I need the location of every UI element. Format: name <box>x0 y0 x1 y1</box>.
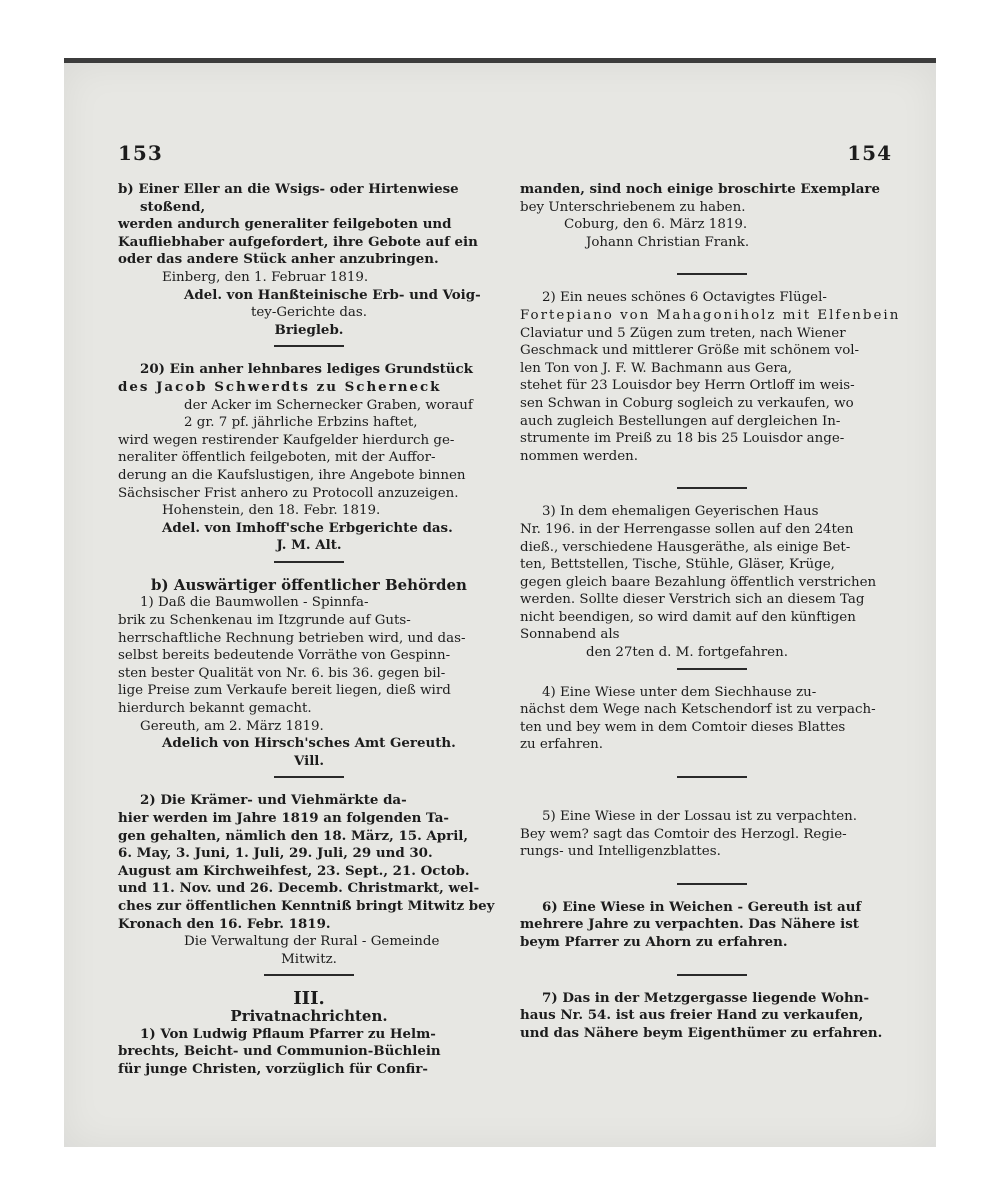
notice-p5-lossau <box>520 808 904 861</box>
notice-b-einberg <box>118 181 500 339</box>
right-column <box>520 181 904 1042</box>
text-line: 7) Das in der Metzgergasse liegende Wohn- <box>542 989 870 1006</box>
text-line: mehrere Jahre zu verpachten. Das Nähere ist <box>520 916 859 933</box>
divider-rule <box>677 273 747 275</box>
text-line: bey Unterschriebenem zu haben. <box>520 199 746 215</box>
notice-p6-weichen-gereuth <box>520 899 904 952</box>
text-line: brechts, Beicht- und Communion-Büchlein <box>118 1043 441 1060</box>
text-line: Bey wem? sagt das Comtoir des Herzogl. Regie- <box>520 826 847 842</box>
spacer <box>520 861 904 877</box>
notice-b1-gereuth <box>118 594 500 770</box>
text-line: dieß., verschiedene Hausgeräthe, als einige Bet- <box>520 539 851 555</box>
text-line: b) Einer Eller an die Wsigs- oder Hirtenwiese <box>118 181 459 197</box>
spacer <box>520 754 904 770</box>
text-line: Fortepiano von Mahagoniholz mit Elfenbein <box>520 307 901 323</box>
text-line: Gereuth, am 2. März 1819. <box>140 718 324 734</box>
text-line: sten bester Qualität von Nr. 6. bis 36. gegen bil- <box>118 665 446 681</box>
spacer <box>520 251 904 267</box>
text-line: nicht beendigen, so wird damit auf den künftigen <box>520 609 856 625</box>
notice-p4-wiese <box>520 684 904 754</box>
left-column <box>118 181 500 1078</box>
text-line: 2) Die Krämer- und Viehmärkte da- <box>140 792 407 809</box>
text-line: für junge Christen, vorzüglich für Confir- <box>118 1060 428 1077</box>
text-line: 3) In dem ehemaligen Geyerischen Haus <box>542 504 819 520</box>
newspaper-page <box>64 58 936 1147</box>
text-line: 2) Ein neues schönes 6 Octavigtes Flügel- <box>542 290 827 306</box>
signature: Johann Christian Frank. <box>586 234 750 250</box>
text-line: herrschaftliche Rechnung betrieben wird, und das- <box>118 630 466 646</box>
text-line: selbst bereits bedeutende Vorräthe von Gespinn- <box>118 648 451 664</box>
text-line: des Jacob Schwerdts zu Scherneck <box>118 378 442 395</box>
section-numeral: III. <box>293 988 325 1010</box>
text-line: stoßend, <box>140 198 206 215</box>
notice-20-hohenstein <box>118 361 500 555</box>
text-line: hier werden im Jahre 1819 an folgenden Ta- <box>118 810 449 826</box>
text-line: und 11. Nov. und 26. Decemb. Christmarkt, wel- <box>118 880 480 897</box>
spacer <box>520 952 904 968</box>
text-line: auch zugleich Bestellungen auf dergleichen In- <box>520 413 841 429</box>
signature: Vill. <box>293 752 325 769</box>
text-line: und das Nähere beym Eigenthümer zu erfahren. <box>520 1024 883 1041</box>
text-line: ten, Bettstellen, Tische, Stühle, Gläser, Krüge, <box>520 557 835 573</box>
text-line: Kronach den 16. Febr. 1819. <box>118 915 331 932</box>
text-line: Kaufliebhaber aufgefordert, ihre Gebote auf ein <box>118 233 478 250</box>
divider-rule <box>274 345 344 347</box>
text-line: 6) Eine Wiese in Weichen - Gereuth ist auf <box>542 898 862 915</box>
text-line: gen gehalten, nämlich den 18. März, 15. April, <box>118 827 469 844</box>
text-line: 1) Von Ludwig Pflaum Pfarrer zu Helm- <box>140 1025 436 1042</box>
divider-rule <box>274 776 344 778</box>
text-line: 5) Eine Wiese in der Lossau ist zu verpachten. <box>542 809 858 825</box>
spacer <box>520 465 904 481</box>
text-line: August am Kirchweihfest, 23. Sept., 21. Octob. <box>118 862 470 879</box>
text-line: nächst dem Wege nach Ketschendorf ist zu verpach- <box>520 702 876 718</box>
text-line: der Acker im Schernecker Graben, worauf <box>184 397 473 413</box>
text-line: 4) Eine Wiese unter dem Siechhause zu- <box>542 684 817 700</box>
text-line: 1) Daß die Baumwollen - Spinnfa- <box>140 595 369 611</box>
text-line: oder das andere Stück anher anzubringen. <box>118 251 439 268</box>
text-line: Claviatur und 5 Zügen zum treten, nach Wiener <box>520 325 846 341</box>
text-line: 2 gr. 7 pf. jährliche Erbzins haftet, <box>184 415 418 431</box>
text-line: Sächsischer Frist anhero zu Protocoll anzuzeigen. <box>118 485 459 501</box>
text-line: len Ton von J. F. W. Bachmann aus Gera, <box>520 360 793 376</box>
notice-p2-fortepiano <box>520 289 904 465</box>
text-line: Hohenstein, den 18. Febr. 1819. <box>162 503 381 519</box>
text-line: stehet für 23 Louisdor bey Herrn Ortloff im weis- <box>520 378 855 394</box>
divider-rule <box>677 776 747 778</box>
text-line: ten und bey wem in dem Comtoir dieses Blattes <box>520 719 846 735</box>
page-number-right: 154 <box>847 141 892 165</box>
text-line: derung an die Kaufslustigen, ihre Angebote binnen <box>118 467 466 483</box>
notice-p7-metzgergasse <box>520 990 904 1043</box>
text-line: Einberg, den 1. Februar 1819. <box>162 269 369 285</box>
text-line: beym Pfarrer zu Ahorn zu erfahren. <box>520 934 788 950</box>
text-line: 6. May, 3. Juni, 1. Juli, 29. Juli, 29 und 30. <box>118 845 433 862</box>
section-heading-b: b) Auswärtiger öffentlicher Behörden <box>151 575 467 594</box>
text-line: haus Nr. 54. ist aus freier Hand zu verkaufen, <box>520 1007 864 1024</box>
signature: Mitwitz. <box>281 951 337 967</box>
text-line: neraliter öffentlich feilgeboten, mit der Auffor- <box>118 450 436 466</box>
text-line: hierdurch bekannt gemacht. <box>118 701 312 717</box>
text-line: Nr. 196. in der Herrengasse sollen auf den 24ten <box>520 521 854 537</box>
text-line: rungs- und Intelligenzblattes. <box>520 844 721 860</box>
divider-rule <box>677 883 747 885</box>
text-line: Geschmack und mittlerer Größe mit schönem vol- <box>520 343 860 359</box>
text-line: brik zu Schenkenau im Itzgrunde auf Guts- <box>118 613 411 629</box>
section-title: Privatnachrichten. <box>230 1006 388 1025</box>
text-line: manden, sind noch einige broschirte Exemplare <box>520 181 880 197</box>
text-line: strumente im Preiß zu 18 bis 25 Louisdor ange- <box>520 431 845 447</box>
text-line: nommen werden. <box>520 448 639 464</box>
text-line: Adelich von Hirsch'sches Amt Gereuth. <box>162 735 456 752</box>
signature: J. M. Alt. <box>276 537 342 554</box>
divider-rule <box>274 561 344 563</box>
text-line: gegen gleich baare Bezahlung öffentlich verstrichen <box>520 574 877 590</box>
page-number-left: 153 <box>118 141 163 165</box>
text-line: Adel. von Imhoff'sche Erbgerichte das. <box>162 519 453 536</box>
text-line: 20) Ein anher lehnbares lediges Grundstück <box>140 361 473 378</box>
text-line: lige Preise zum Verkaufe bereit liegen, dieß wird <box>118 683 451 699</box>
text-line: wird wegen restirender Kaufgelder hierdurch ge- <box>118 432 455 448</box>
text-line: Sonnabend als <box>520 627 620 643</box>
signature: Briegleb. <box>274 321 344 338</box>
text-line: werden. Sollte dieser Verstrich sich an diesem Tag <box>520 592 865 608</box>
text-line: werden andurch generaliter feilgeboten und <box>118 216 452 233</box>
text-line: Coburg, den 6. März 1819. <box>564 217 748 233</box>
notice-p1-pflaum <box>118 1026 500 1079</box>
divider-rule <box>264 974 354 976</box>
notice-b2-mitwitz <box>118 792 500 968</box>
divider-rule <box>677 668 747 670</box>
text-line: ches zur öffentlichen Kenntniß bringt Mitwitz bey <box>118 897 495 914</box>
notice-p3-geyerisch <box>520 503 904 661</box>
notice-p1-continued <box>520 181 904 251</box>
divider-rule <box>677 487 747 489</box>
text-line: Adel. von Hanßteinische Erb- und Voig- <box>184 286 481 303</box>
spacer <box>520 792 904 808</box>
text-line: den 27ten d. M. fortgefahren. <box>586 645 788 661</box>
text-line: zu erfahren. <box>520 737 604 753</box>
text-line: sen Schwan in Coburg sogleich zu verkaufen, wo <box>520 395 854 411</box>
divider-rule <box>677 974 747 976</box>
text-line: tey-Gerichte das. <box>250 305 368 321</box>
text-line: Die Verwaltung der Rural - Gemeinde <box>184 934 440 950</box>
